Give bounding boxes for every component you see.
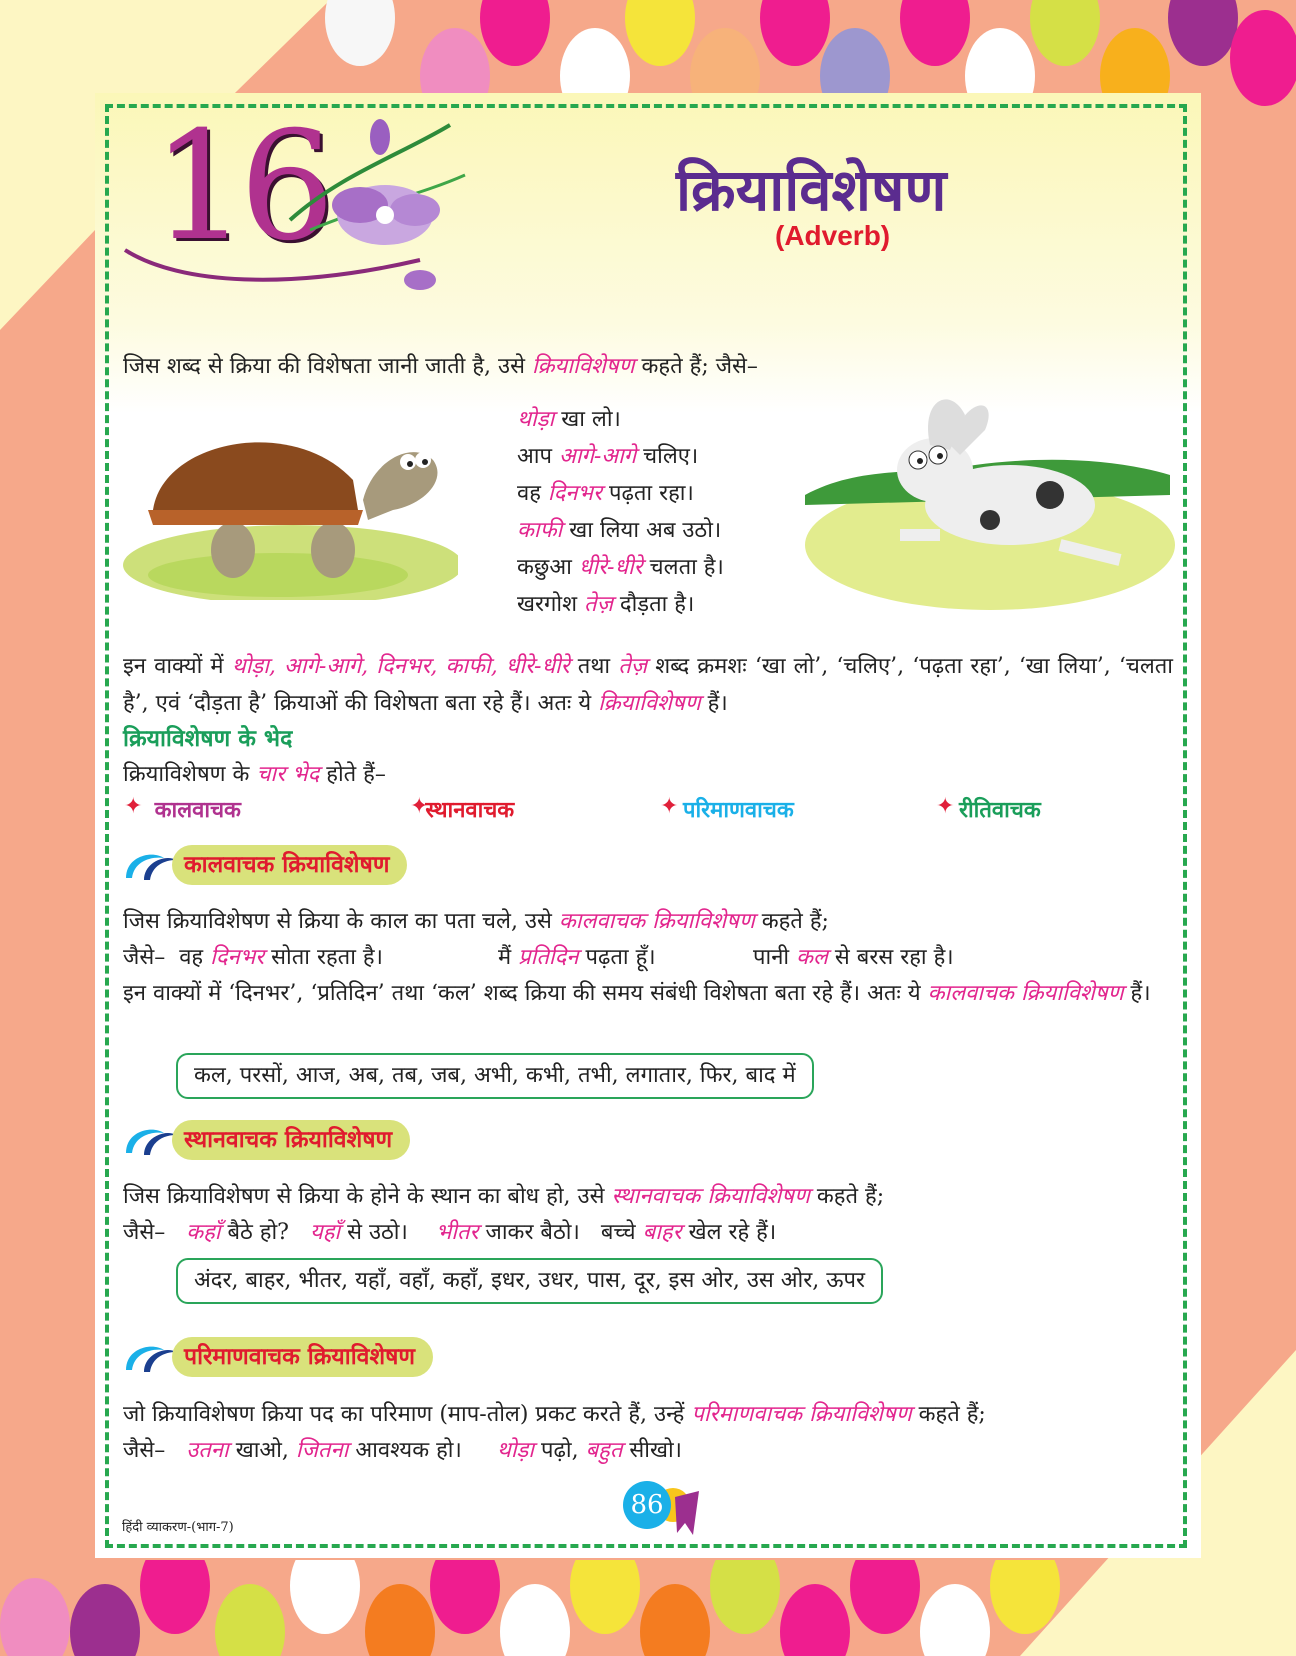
swoosh-icon bbox=[122, 1340, 178, 1378]
kaal-definition: जिस क्रियाविशेषण से क्रिया के काल का पता चले, उसे कालवाचक क्रियाविशेषण कहते हैं; bbox=[123, 909, 829, 934]
kaal-note: इन वाक्यों में ‘दिनभर’, ‘प्रतिदिन’ तथा ‘कल’ शब्द क्रिया की समय संबंधी विशेषता बता रहे हैं। अतः ये कालवाचक क्रियाविशेषण हैं। bbox=[123, 981, 1151, 1006]
intro-text-end: कहते हैं; जैसे– bbox=[634, 354, 758, 379]
section-heading-kaal: कालवाचक क्रियाविशेषण bbox=[172, 845, 407, 885]
example-line: काफी खा लिया अब उठो। bbox=[517, 518, 722, 543]
types-intro-line: क्रियाविशेषण के चार भेद होते हैं– bbox=[123, 762, 386, 787]
swoosh-icon bbox=[122, 1123, 178, 1161]
example-line: खरगोश तेज़ दौड़ता है। bbox=[517, 592, 695, 617]
intro-text: जिस शब्द से क्रिया की विशेषता जानी जाती है, उसे bbox=[123, 354, 532, 379]
type-item: ✦ रीतिवाचक bbox=[936, 794, 1041, 823]
book-footer: हिंदी व्याकरण-(भाग-7) bbox=[122, 1520, 234, 1535]
section-heading-parimaan: परिमाणवाचक क्रियाविशेषण bbox=[172, 1337, 433, 1377]
tortoise-illustration bbox=[123, 400, 458, 600]
section-heading-sthaan: स्थानवाचक क्रियाविशेषण bbox=[172, 1120, 410, 1160]
sthaan-word-box: अंदर, बाहर, भीतर, यहाँ, वहाँ, कहाँ, इधर, उधर, पास, दूर, इस ओर, उस ओर, ऊपर bbox=[176, 1258, 883, 1304]
example-line: कछुआ धीरे-धीरे चलता है। bbox=[517, 555, 724, 580]
intro-term: क्रियाविशेषण bbox=[531, 354, 635, 379]
type-item: ✦ स्थानवाचक bbox=[410, 794, 515, 823]
rabbit-illustration bbox=[800, 385, 1175, 615]
bottom-dot-border bbox=[0, 1560, 1296, 1656]
example-sentences bbox=[517, 401, 724, 623]
explanation-paragraph: इन वाक्यों में थोड़ा, आगे-आगे, दिनभर, काफी, धीरे-धीरे तथा तेज़ शब्द क्रमशः ‘खा लो’, ‘चलिए’, ‘पढ़ता रहा’, ‘खा लिया’, ‘चलता है’, एवं ‘दौड़ता है’ क्रियाओं की विशेषता बता रहे हैं। अतः ये क्रियाविशेषण हैं। bbox=[123, 654, 1173, 716]
kaal-word-box: कल, परसों, आज, अब, तब, जब, अभी, कभी, तभी, लगातार, फिर, बाद में bbox=[176, 1053, 814, 1099]
chapter-number: 16 bbox=[152, 100, 327, 274]
flower-decoration bbox=[120, 115, 480, 305]
types-heading: क्रियाविशेषण के भेद bbox=[123, 725, 293, 752]
sthaan-examples: जैसे– कहाँ बैठे हो? यहाँ से उठो। भीतर जाकर बैठो। बच्चे बाहर खेल रहे हैं। bbox=[123, 1220, 777, 1245]
intro-paragraph bbox=[123, 348, 1173, 385]
swoosh-icon bbox=[122, 848, 178, 886]
example-line: वह दिनभर पढ़ता रहा। bbox=[517, 481, 694, 506]
page-subtitle: (Adverb) bbox=[775, 220, 891, 251]
types-list bbox=[120, 794, 1180, 834]
example-line: थोड़ा खा लो। bbox=[517, 407, 621, 432]
page-title: क्रियाविशेषण bbox=[676, 156, 947, 224]
kaal-examples: जैसे– वह दिनभर सोता रहता है। मैं प्रतिदिन पढ़ता हूँ। पानी कल से बरस रहा है। bbox=[123, 945, 954, 970]
sthaan-definition: जिस क्रियाविशेषण से क्रिया के होने के स्थान का बोध हो, उसे स्थानवाचक क्रियाविशेषण कहते हैं; bbox=[123, 1184, 885, 1209]
parimaan-examples: जैसे– उतना खाओ, जितना आवश्यक हो। थोड़ा पढ़ो, बहुत सीखो। bbox=[123, 1438, 682, 1463]
type-item: ✦ परिमाणवाचक bbox=[660, 794, 794, 823]
parimaan-definition: जो क्रियाविशेषण क्रिया पद का परिमाण (माप-तोल) प्रकट करते हैं, उन्हें परिमाणवाचक क्रियाविशेषण कहते हैं; bbox=[123, 1402, 986, 1427]
type-item: ✦ कालवाचक bbox=[124, 794, 241, 823]
example-line: आप आगे-आगे चलिए। bbox=[517, 444, 699, 469]
page-number: 86 bbox=[623, 1481, 671, 1529]
